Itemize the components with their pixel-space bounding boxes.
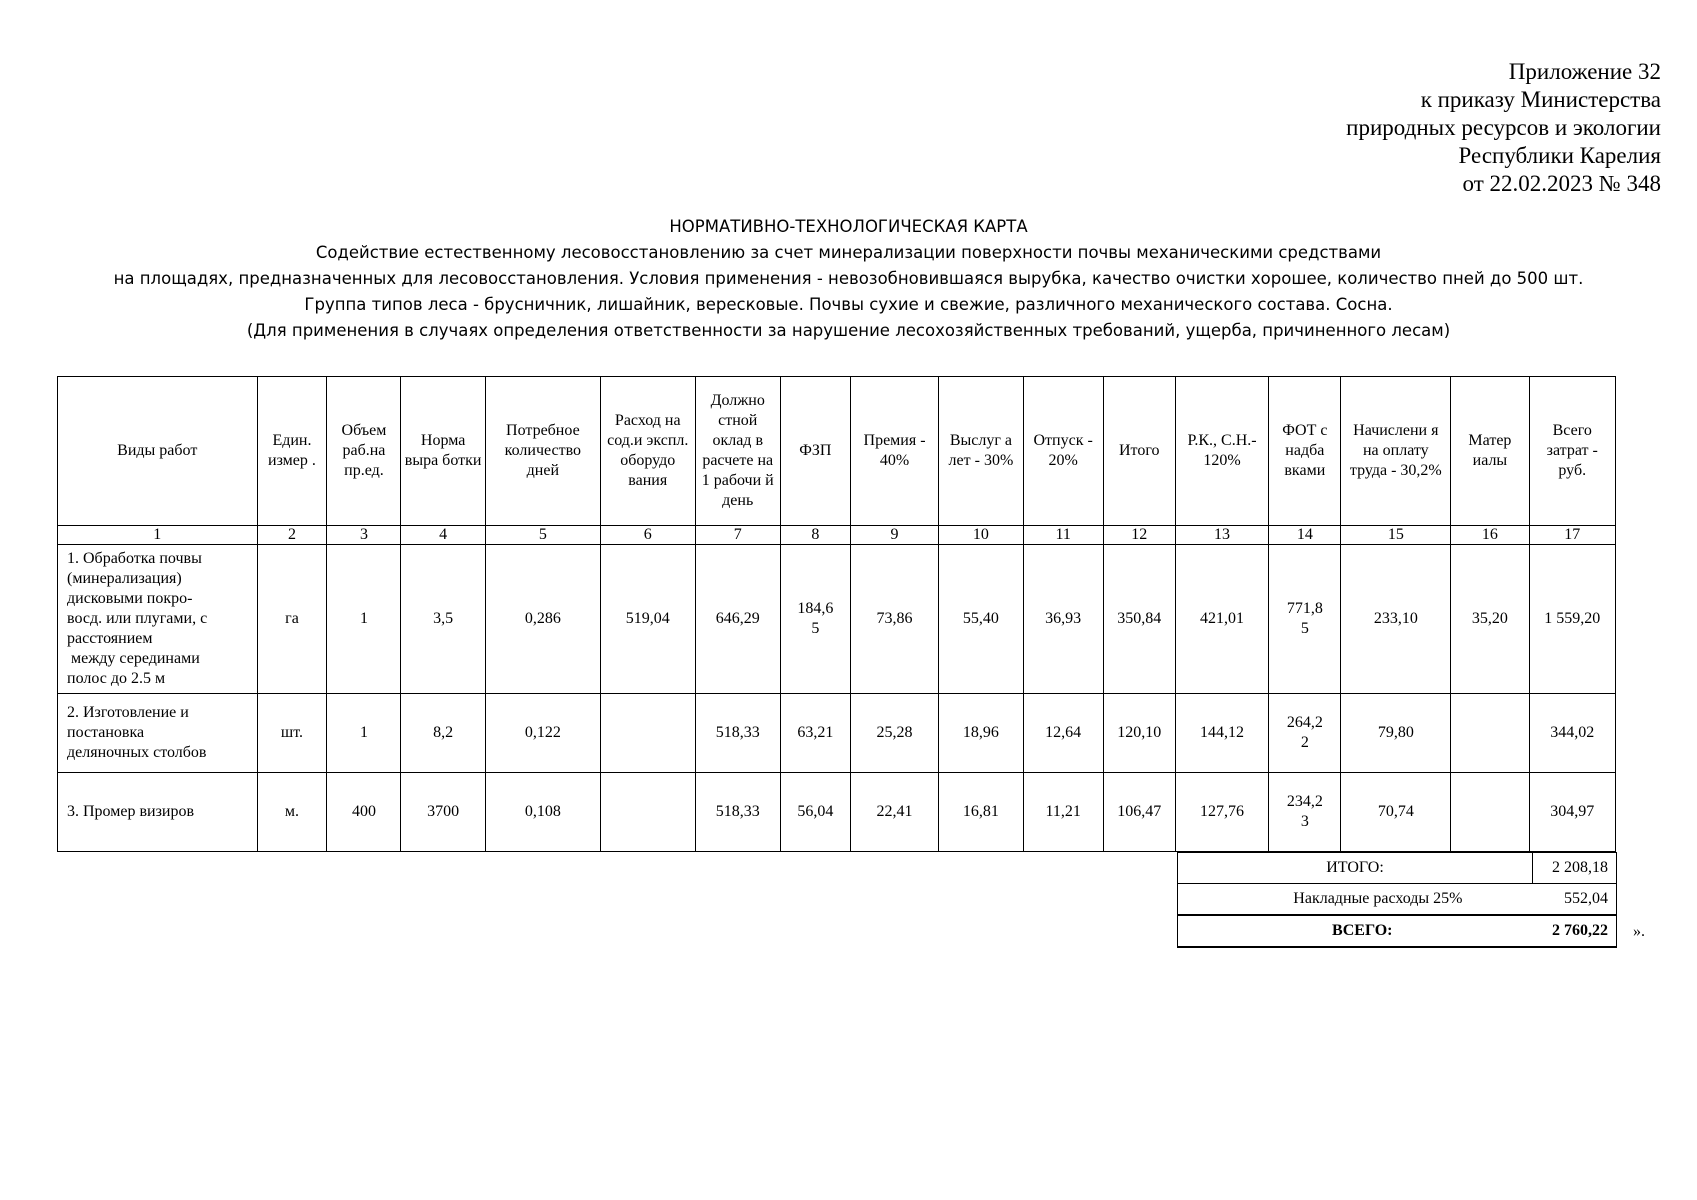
- fot-cell: 234,2 3: [1269, 773, 1341, 852]
- unit-cell: га: [257, 545, 327, 694]
- column-number: 1: [58, 526, 258, 545]
- bonus-cell: 25,28: [850, 694, 938, 773]
- norm-cell: 3700: [401, 773, 485, 852]
- column-number: 15: [1341, 526, 1451, 545]
- column-header: Норма выра ботки: [401, 377, 485, 526]
- column-header: ФЗП: [780, 377, 850, 526]
- materials-cell: [1451, 694, 1529, 773]
- fzp-cell: 56,04: [780, 773, 850, 852]
- column-header: Итого: [1103, 377, 1175, 526]
- fot-cell: 264,2 2: [1269, 694, 1341, 773]
- accruals-cell: 70,74: [1341, 773, 1451, 852]
- total-value: 2 760,22: [1533, 915, 1617, 947]
- column-header: Премия - 40%: [850, 377, 938, 526]
- days-cell: 0,122: [485, 694, 600, 773]
- materials-cell: [1451, 773, 1529, 852]
- bonus-cell: 73,86: [850, 545, 938, 694]
- document-subtitle: (Для применения в случаях определения ответственности за нарушение лесохозяйственных требований, ущерба, причиненного лесам): [246, 321, 1451, 340]
- grand-total-cell: 304,97: [1529, 773, 1616, 852]
- total-label: ВСЕГО:: [1178, 915, 1533, 947]
- summary-row-total: [1178, 915, 1617, 947]
- itogo-value: 2 208,18: [1533, 853, 1617, 884]
- summary-table: [1177, 852, 1617, 948]
- accruals-cell: 79,80: [1341, 694, 1451, 773]
- appendix-line: от 22.02.2023 № 348: [1462, 171, 1661, 196]
- header-row: [58, 377, 1616, 526]
- accruals-cell: 233,10: [1341, 545, 1451, 694]
- column-number: 13: [1175, 526, 1269, 545]
- document-subtitle: на площадях, предназначенных для лесовосстановления. Условия применения - невозобновившаяся вырубка, качество очистки хорошее, количество пней до 500 шт.: [113, 269, 1584, 288]
- work-type-cell: 3. Промер визиров: [58, 773, 258, 852]
- grand-total-cell: 344,02: [1529, 694, 1616, 773]
- bonus-cell: 22,41: [850, 773, 938, 852]
- column-header: Отпуск - 20%: [1023, 377, 1103, 526]
- column-number: 4: [401, 526, 485, 545]
- vacation-cell: 12,64: [1023, 694, 1103, 773]
- unit-cell: м.: [257, 773, 327, 852]
- table-row: [58, 773, 1616, 852]
- work-type-cell: 1. Обработка почвы (минерализация) дисковыми покро- восд. или плугами, с расстоянием между серединами полос до 2.5 м: [58, 545, 258, 694]
- rk-cell: 144,12: [1175, 694, 1269, 773]
- appendix-line: Республики Карелия: [1458, 143, 1661, 168]
- salary-cell: 646,29: [695, 545, 780, 694]
- column-number: 16: [1451, 526, 1529, 545]
- fot-cell: 771,8 5: [1269, 545, 1341, 694]
- column-number: 9: [850, 526, 938, 545]
- norm-cell: 3,5: [401, 545, 485, 694]
- equipment-cell: 519,04: [600, 545, 695, 694]
- column-number: 5: [485, 526, 600, 545]
- column-number: 11: [1023, 526, 1103, 545]
- column-number: 7: [695, 526, 780, 545]
- document-subtitle: Группа типов леса - брусничник, лишайник, вересковые. Почвы сухие и свежие, различного механического состава. Сосна.: [304, 295, 1393, 314]
- overhead-label: Накладные расходы 25%: [1178, 884, 1533, 916]
- table-row: [58, 694, 1616, 773]
- column-number: 6: [600, 526, 695, 545]
- work-type-cell: 2. Изготовление и постановка деляночных столбов: [58, 694, 258, 773]
- volume-cell: 400: [327, 773, 401, 852]
- column-header: Должно стной оклад в расчете на 1 рабочи й день: [695, 377, 780, 526]
- unit-cell: шт.: [257, 694, 327, 773]
- volume-cell: 1: [327, 694, 401, 773]
- seniority-cell: 18,96: [939, 694, 1023, 773]
- vacation-cell: 36,93: [1023, 545, 1103, 694]
- salary-cell: 518,33: [695, 773, 780, 852]
- column-number-row: [58, 526, 1616, 545]
- column-number: 17: [1529, 526, 1616, 545]
- column-header: Объем раб.на пр.ед.: [327, 377, 401, 526]
- equipment-cell: [600, 773, 695, 852]
- column-number: 12: [1103, 526, 1175, 545]
- total-cell: 350,84: [1103, 545, 1175, 694]
- column-header: Всего затрат - руб.: [1529, 377, 1616, 526]
- document-heading: [0, 214, 1697, 344]
- salary-cell: 518,33: [695, 694, 780, 773]
- total-cell: 120,10: [1103, 694, 1175, 773]
- cost-table: [57, 376, 1616, 852]
- column-header: Матер иалы: [1451, 377, 1529, 526]
- total-cell: 106,47: [1103, 773, 1175, 852]
- days-cell: 0,108: [485, 773, 600, 852]
- rk-cell: 127,76: [1175, 773, 1269, 852]
- document-subtitle: Содействие естественному лесовосстановлению за счет минерализации поверхности почвы механическими средствами: [315, 243, 1382, 262]
- norm-cell: 8,2: [401, 694, 485, 773]
- summary-row-itogo: [1178, 853, 1617, 884]
- vacation-cell: 11,21: [1023, 773, 1103, 852]
- seniority-cell: 55,40: [939, 545, 1023, 694]
- materials-cell: 35,20: [1451, 545, 1529, 694]
- column-header: Р.К., С.Н.- 120%: [1175, 377, 1269, 526]
- appendix-line: природных ресурсов и экологии: [1346, 115, 1661, 140]
- column-header: Начислени я на оплату труда - 30,2%: [1341, 377, 1451, 526]
- closing-quote-mark: ».: [1633, 923, 1645, 940]
- volume-cell: 1: [327, 545, 401, 694]
- fzp-cell: 184,6 5: [780, 545, 850, 694]
- column-header: Расход на сод.и экспл. оборудо вания: [600, 377, 695, 526]
- column-number: 14: [1269, 526, 1341, 545]
- days-cell: 0,286: [485, 545, 600, 694]
- seniority-cell: 16,81: [939, 773, 1023, 852]
- column-header: Потребное количество дней: [485, 377, 600, 526]
- column-number: 8: [780, 526, 850, 545]
- appendix-line: к приказу Министерства: [1420, 87, 1661, 112]
- grand-total-cell: 1 559,20: [1529, 545, 1616, 694]
- column-number: 2: [257, 526, 327, 545]
- table-row: [58, 545, 1616, 694]
- summary-row-overhead: [1178, 884, 1617, 916]
- column-header: Един. измер .: [257, 377, 327, 526]
- overhead-value: 552,04: [1533, 884, 1617, 916]
- rk-cell: 421,01: [1175, 545, 1269, 694]
- column-number: 10: [939, 526, 1023, 545]
- document-title: НОРМАТИВНО-ТЕХНОЛОГИЧЕСКАЯ КАРТА: [669, 217, 1028, 236]
- appendix-block: [1346, 58, 1661, 198]
- column-header: Выслуг а лет - 30%: [939, 377, 1023, 526]
- appendix-line: Приложение 32: [1508, 59, 1661, 84]
- fzp-cell: 63,21: [780, 694, 850, 773]
- equipment-cell: [600, 694, 695, 773]
- column-number: 3: [327, 526, 401, 545]
- column-header: Виды работ: [58, 377, 258, 526]
- column-header: ФОТ с надба вками: [1269, 377, 1341, 526]
- itogo-label: ИТОГО:: [1178, 853, 1533, 884]
